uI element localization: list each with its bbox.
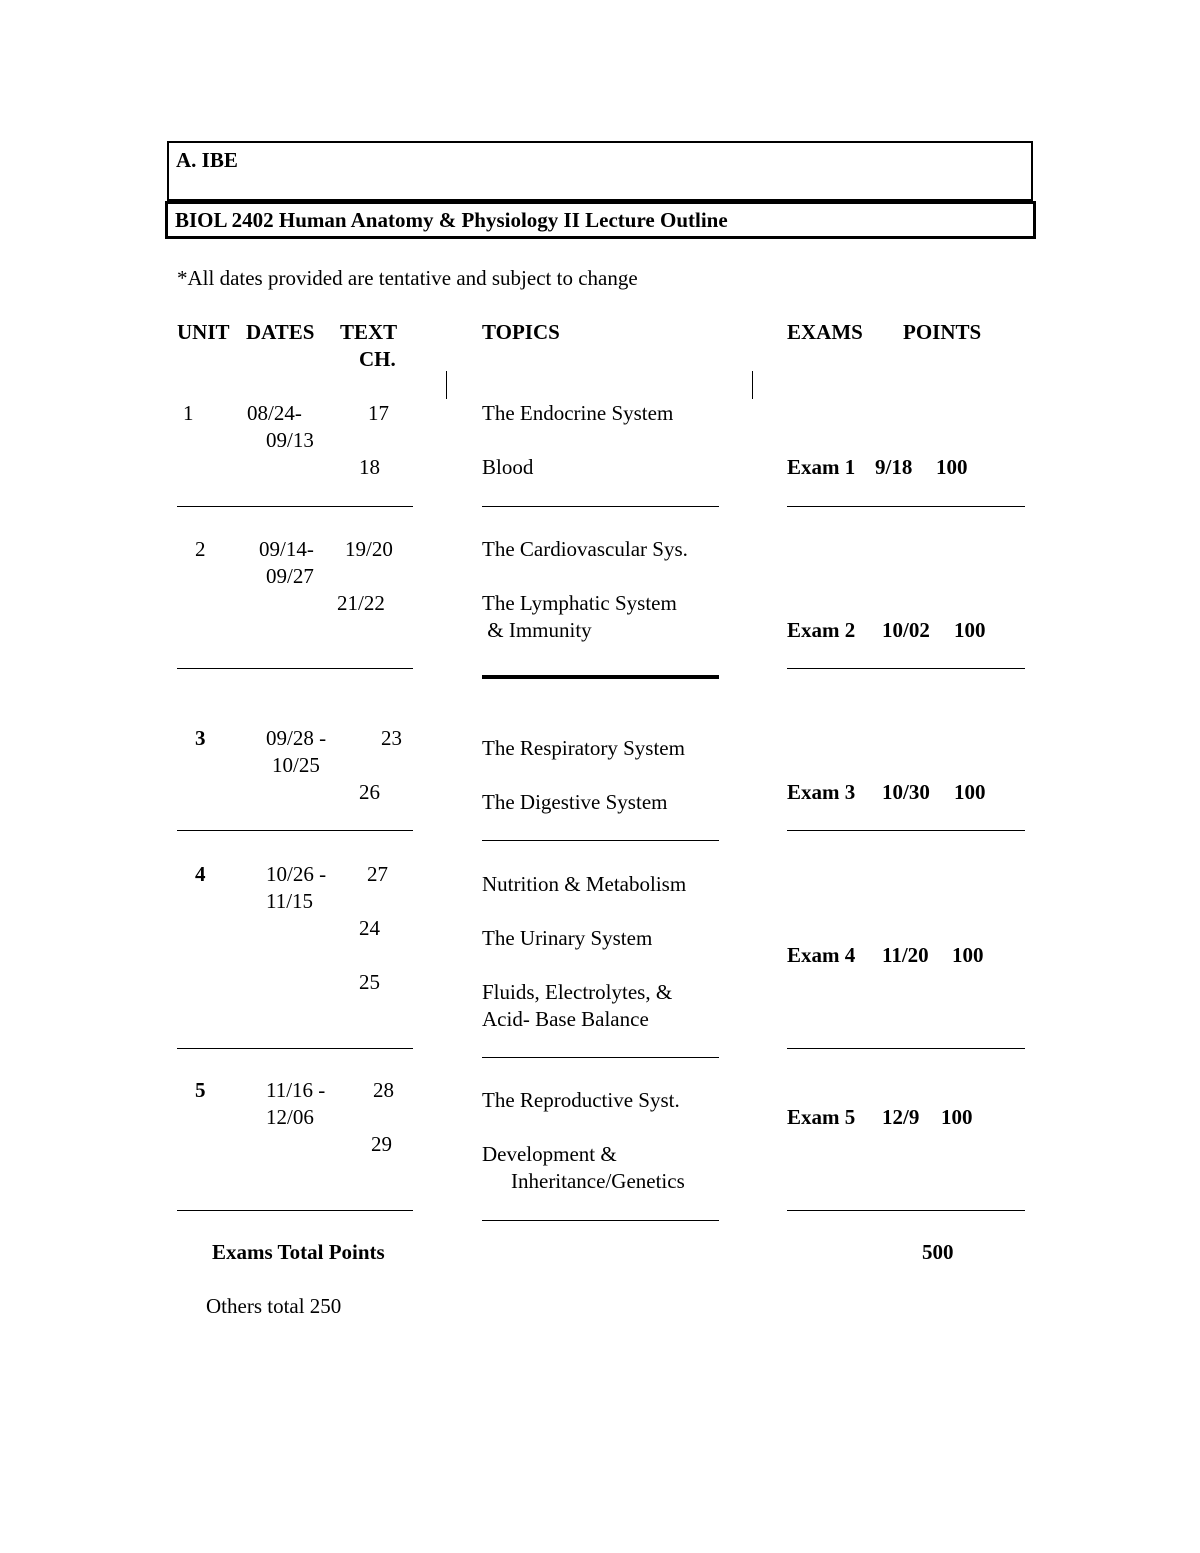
- unit-chapter: 23: [381, 726, 402, 750]
- unit-date-end: 09/27: [266, 564, 314, 588]
- unit-date-start: 10/26 -: [266, 862, 327, 886]
- exams-total-label: Exams Total Points: [212, 1240, 385, 1264]
- exam-label: Exam 3: [787, 780, 856, 804]
- exam-label: Exam 1: [787, 455, 856, 479]
- unit-date-start: 09/14-: [259, 537, 314, 561]
- unit-topic: The Reproductive Syst.: [482, 1088, 680, 1112]
- exams-total-value: 500: [922, 1240, 954, 1264]
- unit-chapter: 28: [373, 1078, 394, 1102]
- col-header-dates: DATES: [246, 320, 315, 344]
- row-divider: [787, 668, 1025, 669]
- unit-topic: The Cardiovascular Sys.: [482, 537, 688, 561]
- unit-date-start: 08/24-: [247, 401, 302, 425]
- unit-number: 3: [195, 726, 206, 750]
- row-divider: [482, 840, 719, 841]
- unit-topic: Inheritance/Genetics: [511, 1169, 685, 1193]
- unit-date-end: 10/25: [272, 753, 320, 777]
- unit-date-end: 12/06: [266, 1105, 314, 1129]
- col-header-topics: TOPICS: [482, 320, 560, 344]
- exam-date: 10/30: [882, 780, 930, 804]
- exam-points: 100: [954, 618, 986, 642]
- unit-chapter: 19/20: [345, 537, 393, 561]
- unit-chapter: 18: [359, 455, 380, 479]
- col-header-ch: CH.: [359, 347, 396, 371]
- exam-date: 12/9: [882, 1105, 920, 1129]
- unit-topic: The Urinary System: [482, 926, 653, 950]
- row-divider: [787, 1210, 1025, 1211]
- exam-label: Exam 4: [787, 943, 856, 967]
- row-divider: [177, 1048, 413, 1049]
- unit-date-end: 11/15: [266, 889, 314, 913]
- exam-points: 100: [952, 943, 984, 967]
- row-divider: [177, 668, 413, 669]
- row-divider: [482, 1220, 719, 1221]
- instructor-box: [167, 141, 1033, 201]
- unit-chapter: 17: [368, 401, 389, 425]
- unit-number: 1: [183, 401, 194, 425]
- column-divider: [446, 371, 447, 399]
- unit-date-start: 09/28 -: [266, 726, 327, 750]
- unit-number: 4: [195, 862, 206, 886]
- row-divider: [787, 1048, 1025, 1049]
- exam-label: Exam 5: [787, 1105, 856, 1129]
- unit-topic: & Immunity: [482, 618, 592, 642]
- others-total: Others total 250: [206, 1294, 342, 1318]
- row-divider: [787, 506, 1025, 507]
- unit-topic: Development &: [482, 1142, 617, 1166]
- unit-chapter: 29: [371, 1132, 392, 1156]
- unit-chapter: 27: [367, 862, 388, 886]
- unit-date-end: 09/13: [266, 428, 314, 452]
- unit-topic: Acid- Base Balance: [482, 1007, 649, 1031]
- unit-number: 2: [195, 537, 206, 561]
- exam-date: 11/20: [882, 943, 929, 967]
- exam-date: 10/02: [882, 618, 930, 642]
- unit-topic: Fluids, Electrolytes, &: [482, 980, 673, 1004]
- row-divider: [482, 675, 719, 679]
- exam-label: Exam 2: [787, 618, 856, 642]
- row-divider: [482, 1057, 719, 1058]
- exam-points: 100: [936, 455, 968, 479]
- unit-chapter: 26: [359, 780, 380, 804]
- row-divider: [177, 506, 413, 507]
- instructor-name: A. IBE: [176, 148, 238, 172]
- unit-topic: Nutrition & Metabolism: [482, 872, 687, 896]
- exam-points: 100: [941, 1105, 973, 1129]
- schedule-note: *All dates provided are tentative and subject to change: [177, 266, 638, 290]
- unit-topic: Blood: [482, 455, 534, 479]
- row-divider: [177, 830, 413, 831]
- column-divider: [752, 371, 753, 399]
- col-header-text: TEXT: [340, 320, 398, 344]
- unit-topic: The Lymphatic System: [482, 591, 677, 615]
- exam-points: 100: [954, 780, 986, 804]
- course-title: BIOL 2402 Human Anatomy & Physiology II Lecture Outline: [175, 208, 728, 232]
- col-header-unit: UNIT: [177, 320, 230, 344]
- col-header-points: POINTS: [903, 320, 982, 344]
- col-header-exams: EXAMS: [787, 320, 863, 344]
- unit-number: 5: [195, 1078, 206, 1102]
- unit-chapter: 21/22: [337, 591, 385, 615]
- exam-date: 9/18: [875, 455, 913, 479]
- unit-chapter: 24: [359, 916, 380, 940]
- unit-chapter: 25: [359, 970, 380, 994]
- row-divider: [482, 506, 719, 507]
- unit-topic: The Respiratory System: [482, 736, 685, 760]
- unit-topic: The Digestive System: [482, 790, 668, 814]
- row-divider: [787, 830, 1025, 831]
- row-divider: [177, 1210, 413, 1211]
- unit-date-start: 11/16 -: [266, 1078, 326, 1102]
- unit-topic: The Endocrine System: [482, 401, 674, 425]
